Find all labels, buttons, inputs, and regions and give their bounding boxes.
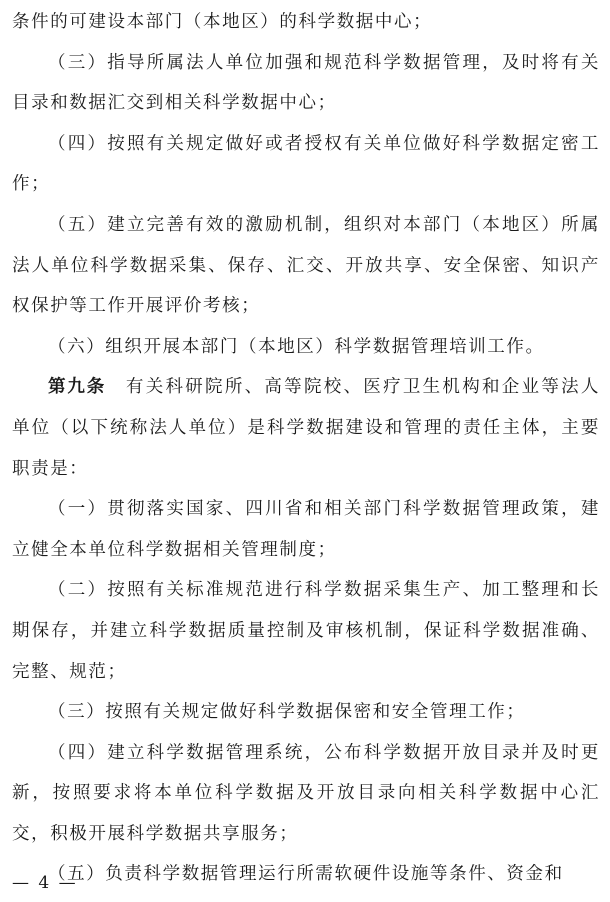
paragraph-item-6: （六）组织开展本部门（本地区）科学数据管理培训工作。: [48, 336, 545, 357]
page-number: — 4 —: [12, 873, 78, 893]
article-9-item-3: （三）按照有关规定做好科学数据保密和安全管理工作；: [48, 702, 526, 723]
paragraph-item-3: （三）指导所属法人单位加强和规范科学数据管理，及时将有关目录和数据汇交到相关科学数据中心；: [12, 52, 600, 114]
article-9-item-5: （五）负责科学数据管理运行所需软硬件设施等条件、资金和: [48, 864, 564, 885]
article-9-number: 第九条: [48, 377, 107, 398]
article-9-item-2: （二）按照有关标准规范进行科学数据采集生产、加工整理和长期保存，并建立科学数据质量控制及审核机制，保证科学数据准确、完整、规范；: [12, 580, 600, 682]
paragraph-item-4: （四）按照有关规定做好或者授权有关单位做好科学数据定密工作；: [12, 133, 600, 195]
article-9-item-1: （一）贯彻落实国家、四川省和相关部门科学数据管理政策，建立健全本单位科学数据相关管理制度；: [12, 499, 600, 560]
article-9-paragraph: [12, 367, 600, 489]
document-page: [12, 2, 600, 895]
paragraph-continuation: 条件的可建设本部门（本地区）的科学数据中心；: [12, 12, 433, 32]
article-9-text: 有关科研院所、高等院校、医疗卫生机构和企业等法人单位（以下统称法人单位）是科学数据建设和管理的责任主体，主要职责是：: [12, 377, 601, 479]
article-9-item-4: （四）建立科学数据管理系统，公布科学数据开放目录并及时更新，按照要求将本单位科学数据及开放目录向相关科学数据中心汇交，积极开展科学数据共享服务；: [12, 742, 600, 844]
paragraph-item-5: （五）建立完善有效的激励机制，组织对本部门（本地区）所属法人单位科学数据采集、保存、汇交、开放共享、安全保密、知识产权保护等工作开展评价考核；: [12, 214, 600, 317]
